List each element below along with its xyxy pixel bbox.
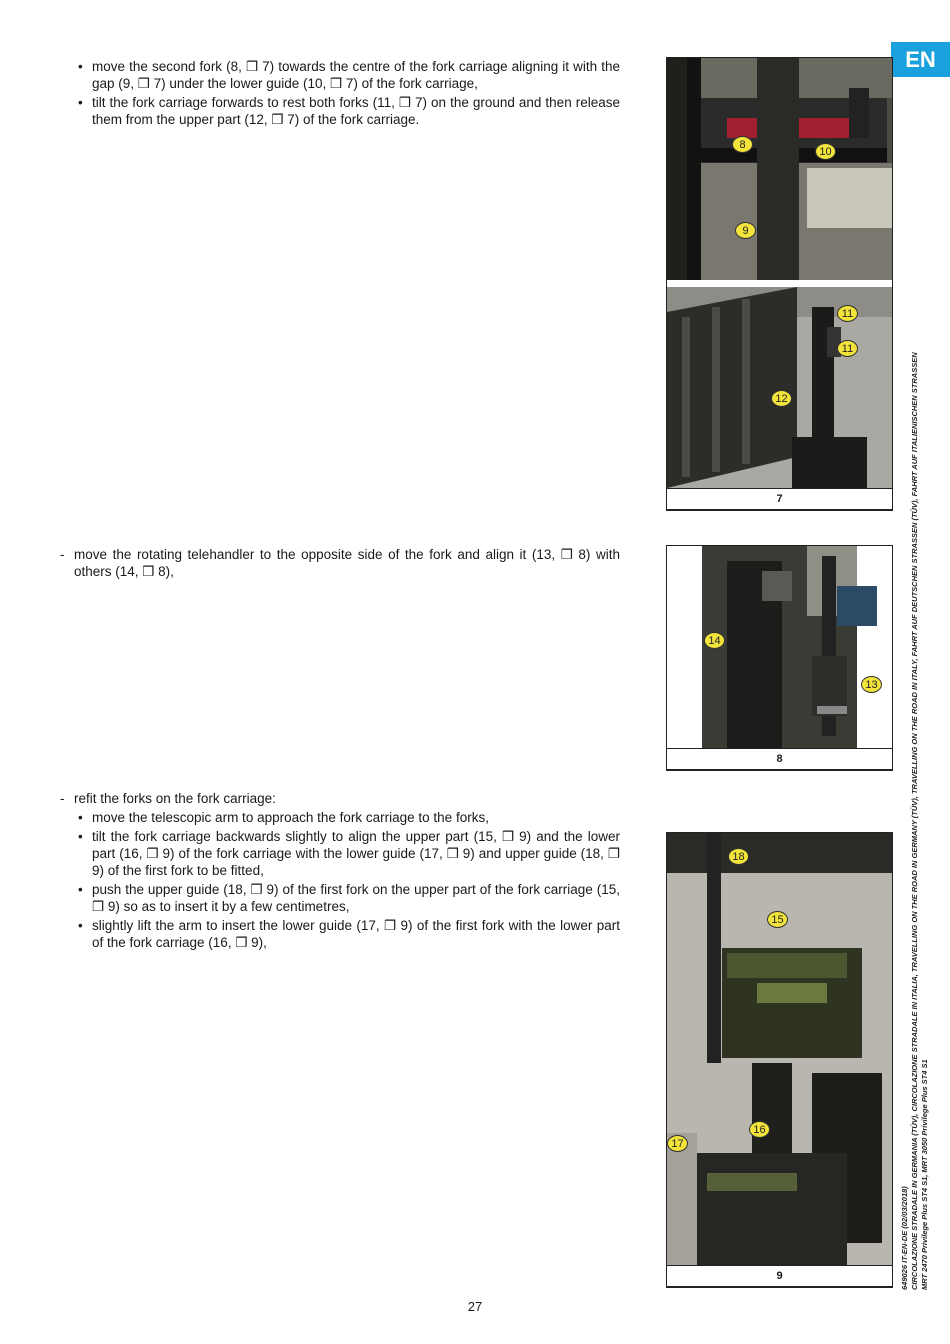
callout-marker: 17	[667, 1135, 688, 1152]
section-align	[60, 546, 620, 582]
figure-caption	[666, 488, 893, 510]
document-code: 649026 IT-EN-DE (02/03/2018)	[900, 1186, 909, 1290]
callout-marker: 13	[861, 676, 882, 693]
callout-marker: 15	[767, 911, 788, 928]
photo-fork-carriage-top	[667, 58, 892, 280]
callout-marker: 18	[728, 848, 749, 865]
list-item: • tilt the fork carriage backwards slightly to align the upper part (15, ❒ 9) and the lower part (16, ❒ 9) of the fork carriage with the lower guide (17, ❒ 9) and upper guide (18, ❒ 9) of the first fork to be fitted,	[60, 828, 620, 879]
figure-number: 7	[776, 493, 783, 505]
callout-marker: 11	[837, 340, 858, 357]
figure-caption	[666, 1265, 893, 1287]
callout-marker: 12	[771, 390, 792, 407]
callout-marker: 11	[837, 305, 858, 322]
list-item: • tilt the fork carriage forwards to rest both forks (11, ❒ 7) on the ground and then release them from the upper part (12, ❒ 7) of the fork carriage.	[60, 94, 620, 128]
list-item: • push the upper guide (18, ❒ 9) of the first fork on the upper part of the fork carriage (15, ❒ 9) so as to insert it by a few centimetres,	[60, 881, 620, 915]
figure-number: 9	[776, 1270, 783, 1282]
callout-marker: 10	[815, 143, 836, 160]
list-item: • slightly lift the arm to insert the lower guide (17, ❒ 9) of the first fork with the lower part of the fork carriage (16, ❒ 9),	[60, 917, 620, 951]
section-fork-move	[60, 58, 620, 130]
language-tab: EN	[891, 42, 950, 77]
figure-number: 8	[776, 753, 783, 765]
list-item: • move the second fork (8, ❒ 7) towards the centre of the fork carriage aligning it with the gap (9, ❒ 7) under the lower guide (10, ❒ 7) of the fork carriage,	[60, 58, 620, 92]
photo-fork-alignment	[667, 546, 892, 748]
figure-7	[666, 57, 893, 511]
figure-9	[666, 832, 893, 1288]
list-item: - refit the forks on the fork carriage:	[60, 790, 620, 807]
list-item: • move the telescopic arm to approach the fork carriage to the forks,	[60, 809, 620, 826]
list-item: - move the rotating telehandler to the opposite side of the fork and align it (13, ❒ 8) with others (14, ❒ 8),	[60, 546, 620, 580]
photo-fork-refit	[667, 833, 892, 1265]
section-refit	[60, 790, 620, 953]
callout-marker: 16	[749, 1121, 770, 1138]
callout-marker: 14	[704, 632, 725, 649]
callout-marker: 9	[735, 222, 756, 239]
callout-marker: 8	[732, 136, 753, 153]
figure-8	[666, 545, 893, 771]
document-reference	[900, 352, 930, 1290]
figure-caption	[666, 748, 893, 770]
page-number: 27	[467, 1299, 483, 1314]
chapter-titles: CIRCOLAZIONE STRADALE IN GERMANIA (TÜV), CIRCOLAZIONE STRADALE IN ITALIA, TRAVELLING ON THE ROAD IN GERMANY (TÜV), TRAVELLING ON THE ROAD IN ITALY, FAHRT AUF DEUTSCHEN STRASSEN (TÜV), FAHRT AUF ITALIENISCHEN STRASSEN	[910, 352, 919, 1290]
model-list: MRT 2470 Privilege Plus ST4 S1, MRT 3050 Privilege Plus ST4 S1	[920, 1059, 929, 1290]
photo-forks-on-ground	[667, 287, 892, 488]
